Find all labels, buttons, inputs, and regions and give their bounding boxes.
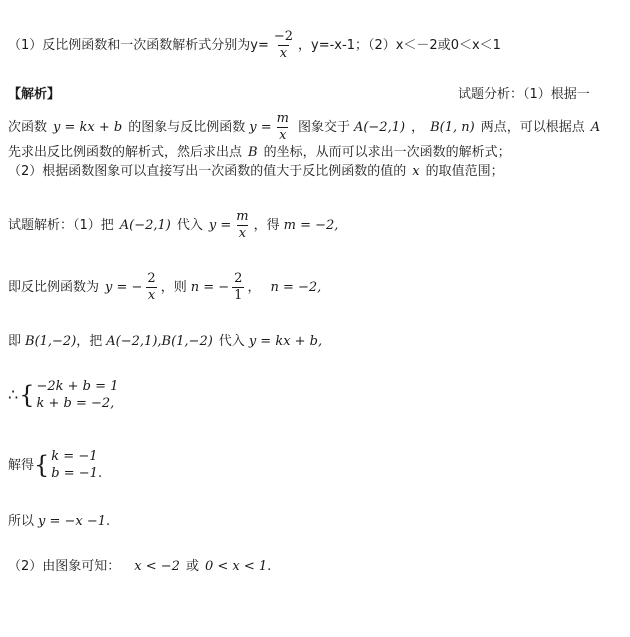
- analysis-l1-pointB: B(1, n): [430, 120, 475, 136]
- solution-step-1: [8, 210, 338, 242]
- solution-s1-b: 代入: [176, 218, 203, 234]
- solution-s5-range-1: x < −2: [134, 559, 180, 574]
- solution-s3-points: A(−2,1),B(1,−2): [106, 334, 213, 349]
- solution-s3-point: B(1,−2): [25, 334, 77, 349]
- analysis-l1-c: 图象交于: [297, 120, 350, 136]
- analysis-l1-pointA: A(−2,1): [353, 120, 406, 136]
- solution-s5-range-2: 0 < x < 1.: [204, 559, 272, 574]
- solution-s1-fraction: [234, 210, 250, 242]
- solution-s2-lhs: y = −: [105, 280, 143, 296]
- analysis-l3-a: （2）根据函数图象可以直接写出一次函数的值大于反比例函数的值的: [8, 164, 407, 179]
- analysis-l1-b: 的图象与反比例函数: [128, 120, 246, 136]
- analysis-l3-x: x: [412, 164, 420, 179]
- analysis-tag: 【解析】: [8, 87, 61, 102]
- system-1-eq-2: k + b = −2,: [36, 396, 115, 411]
- analysis-l1-sep: ，: [411, 120, 425, 136]
- analysis-line-2: [8, 146, 511, 159]
- answer-line: [8, 30, 501, 62]
- solution-s1-lhs: y =: [208, 218, 232, 234]
- analysis-l1-expr2-lhs: y =: [249, 120, 272, 136]
- system-1-equations: [36, 380, 118, 410]
- solution-s1-result: m = −2,: [283, 218, 339, 234]
- answer-fraction: [272, 30, 295, 62]
- solution-system-2: [8, 450, 102, 480]
- analysis-l1-fraction: [275, 112, 291, 144]
- analysis-hint-right: 试题分析：（1）根据一: [458, 87, 590, 102]
- solution-step-2: [8, 272, 321, 304]
- solution-s1-c: ，得: [253, 218, 280, 234]
- answer-frac-num: −2: [273, 29, 294, 44]
- solution-s2-lhs2: n = −: [190, 280, 230, 296]
- analysis-l1-frac-num: m: [276, 111, 289, 126]
- analysis-line-1: [8, 112, 600, 144]
- system-2-label: 解得: [8, 457, 35, 473]
- solution-s1-frac-den: x: [238, 226, 247, 242]
- solution-s2-b: ，则: [160, 280, 187, 296]
- answer-part1-mid: ，y=-x-1；（2）x＜－2或0＜x＜1: [298, 38, 501, 54]
- solution-s2-frac-den: x: [147, 288, 156, 304]
- solution-s3-c: 代入: [218, 334, 245, 349]
- analysis-l2-a: 先求出反比例函数的解析式，然后求出点: [8, 145, 243, 160]
- analysis-l2-B: B: [248, 145, 258, 160]
- solution-system-1: [8, 380, 118, 410]
- answer-part1-prefix: （1）反比例函数和一次函数解析式分别为y=: [8, 38, 269, 54]
- solution-s2-c: ，: [247, 280, 261, 296]
- solution-s1-a: 试题解析：（1）把: [8, 218, 114, 234]
- system-2-equations: [51, 450, 102, 480]
- solution-s2-a: 即反比例函数为: [8, 280, 100, 296]
- solution-s5-or: 或: [185, 559, 199, 574]
- solution-step-4: [8, 515, 110, 528]
- solution-s4-expr: y = −x −1.: [38, 514, 111, 529]
- analysis-l1-pointA2: A: [590, 120, 601, 136]
- solution-s3-expr: y = kx + b,: [248, 334, 323, 349]
- system-1-eq-1: −2k + b = 1: [36, 379, 119, 394]
- answer-frac-den: x: [279, 46, 288, 62]
- solution-s3-b: ，把: [76, 334, 103, 349]
- solution-s2-frac-num: 2: [147, 271, 156, 286]
- analysis-l1-frac-den: x: [279, 128, 287, 144]
- system-2-brace: {: [34, 451, 50, 479]
- solution-s2-frac2-num: 2: [234, 271, 243, 286]
- solution-s2-fraction2: [232, 272, 244, 304]
- solution-s1-frac-num: m: [236, 209, 249, 224]
- system-1-brace: {: [19, 381, 35, 409]
- solution-s2-result: n = −2,: [270, 280, 322, 296]
- analysis-line-3: [8, 165, 504, 178]
- solution-s4-a: 所以: [8, 514, 35, 529]
- solution-s3-a: 即: [8, 334, 22, 349]
- solution-step-3: [8, 335, 322, 348]
- solution-s5-a: （2）由图象可知：: [8, 559, 121, 574]
- analysis-l1-expr1: y = kx + b: [53, 120, 123, 136]
- solution-s1-point: A(−2,1): [119, 218, 171, 234]
- analysis-l3-b: 的取值范围；: [425, 164, 504, 179]
- analysis-l1-d: 两点，可以根据点: [480, 120, 585, 136]
- solution-step-5: [8, 560, 271, 573]
- therefore-symbol: ∴: [8, 385, 19, 404]
- system-2-eq-2: b = −1.: [51, 466, 103, 481]
- analysis-l2-b: 的坐标，从而可以求出一次函数的解析式；: [263, 145, 511, 160]
- solution-s2-frac2-den: 1: [234, 288, 243, 304]
- solution-s2-fraction: [145, 272, 157, 304]
- system-2-eq-1: k = −1: [51, 449, 98, 464]
- analysis-l1-a: 次函数: [8, 120, 48, 136]
